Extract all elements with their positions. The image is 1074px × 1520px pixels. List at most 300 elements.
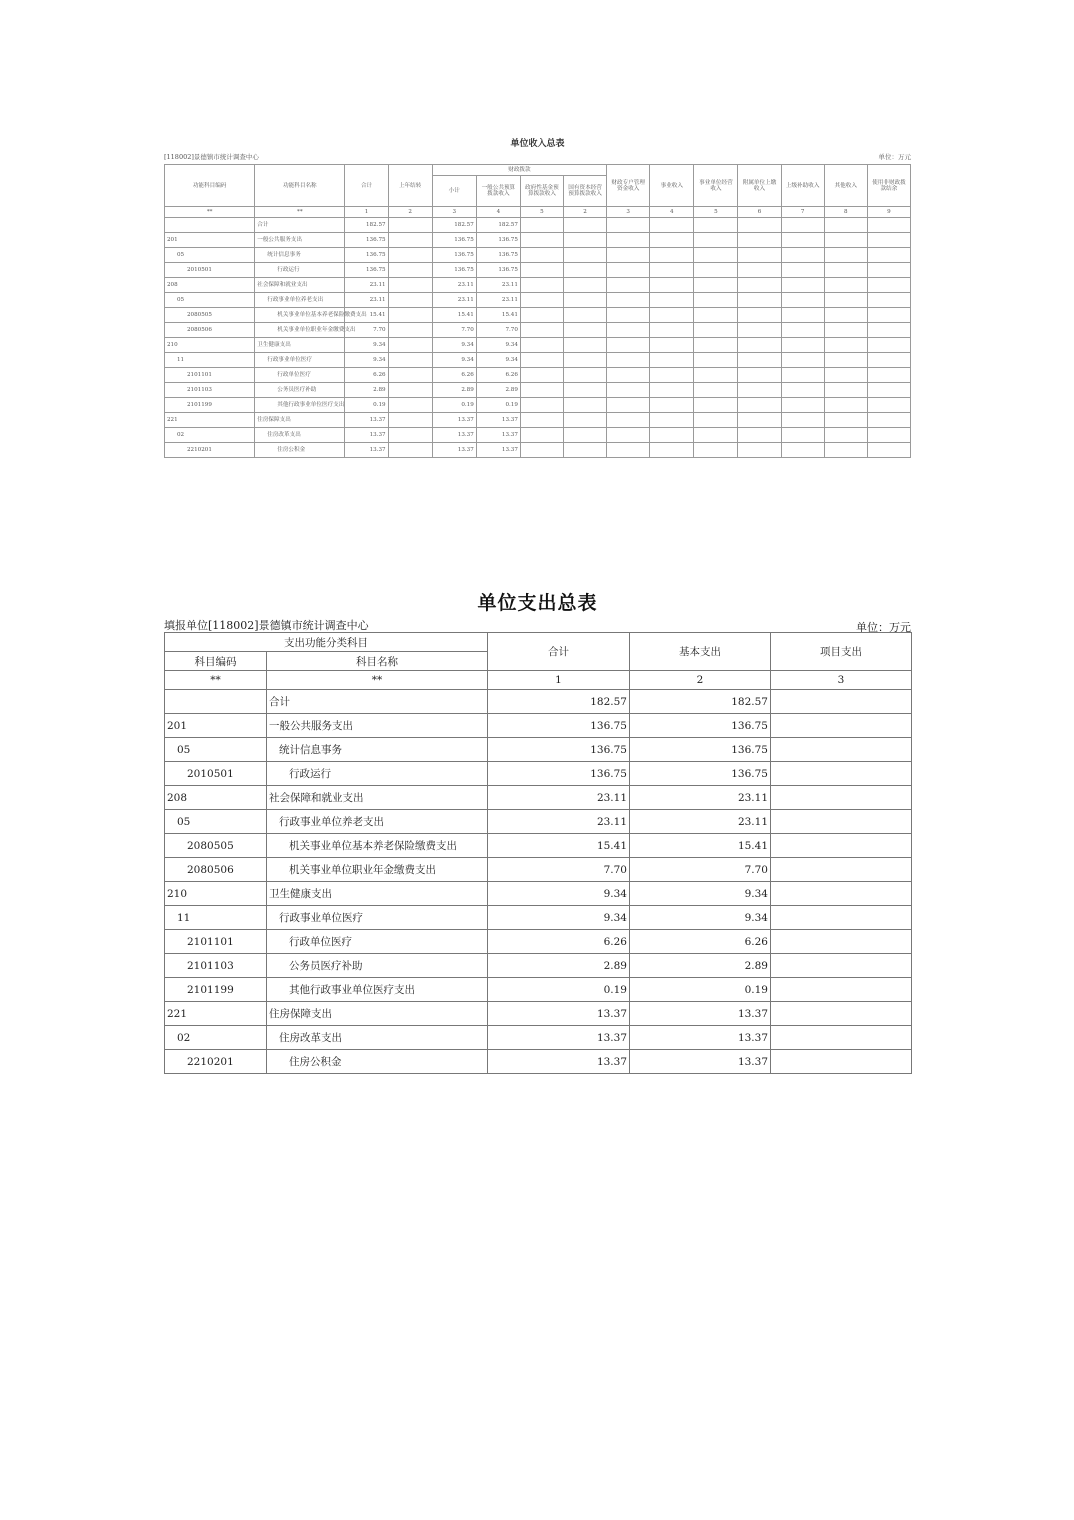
income-empty-cell [388, 263, 432, 278]
income-index-cell: ** [165, 207, 255, 218]
expense-table-row [165, 930, 912, 954]
expense-project-cell [771, 978, 912, 1002]
expense-name-cell: 合计 [267, 690, 488, 714]
income-index-cell: 2 [388, 207, 432, 218]
expense-basic-cell: 7.70 [630, 858, 771, 882]
income-empty-cell [607, 263, 650, 278]
expense-name-cell: 住房公积金 [267, 1050, 488, 1074]
expense-unit-line [164, 617, 911, 633]
expense-table-row [165, 954, 912, 978]
income-empty-cell [564, 413, 607, 428]
expense-project-cell [771, 882, 912, 906]
income-empty-cell [694, 323, 738, 338]
expense-total-cell: 7.70 [488, 858, 630, 882]
expense-code-cell: 02 [165, 1026, 267, 1050]
expense-table-row [165, 978, 912, 1002]
income-header-subsidiary: 附属单位上缴收入 [738, 165, 781, 207]
income-name-cell: 行政运行 [255, 263, 345, 278]
expense-project-cell [771, 858, 912, 882]
expense-index-row [165, 671, 912, 690]
income-empty-cell [650, 353, 694, 368]
expense-total-cell: 0.19 [488, 978, 630, 1002]
income-empty-cell [564, 383, 607, 398]
income-empty-cell [650, 368, 694, 383]
income-empty-cell [564, 293, 607, 308]
income-empty-cell [824, 443, 867, 458]
income-empty-cell [781, 368, 824, 383]
income-table-row [165, 233, 911, 248]
income-empty-cell [650, 428, 694, 443]
income-empty-cell [738, 443, 781, 458]
income-empty-cell [694, 218, 738, 233]
expense-basic-cell: 9.34 [630, 906, 771, 930]
income-empty-cell [867, 263, 910, 278]
expense-total-cell: 23.11 [488, 786, 630, 810]
income-empty-cell [867, 293, 910, 308]
income-empty-cell [781, 398, 824, 413]
expense-name-cell: 住房保障支出 [267, 1002, 488, 1026]
income-empty-cell [607, 248, 650, 263]
income-empty-cell [564, 368, 607, 383]
income-empty-cell [564, 248, 607, 263]
expense-summary-table [164, 632, 912, 1074]
income-code-cell: 208 [165, 278, 255, 293]
expense-code-cell: 2101199 [165, 978, 267, 1002]
income-empty-cell [694, 383, 738, 398]
expense-name-cell: 社会保障和就业支出 [267, 786, 488, 810]
income-empty-cell [520, 413, 563, 428]
income-name-cell: 其他行政事业单位医疗支出 [255, 398, 345, 413]
income-unit-label: [118002]景德镇市统计调查中心 [164, 153, 259, 161]
income-index-cell: 4 [476, 207, 520, 218]
expense-total-cell: 136.75 [488, 714, 630, 738]
income-general-cell: 23.11 [476, 278, 520, 293]
income-subtotal-cell: 23.11 [432, 293, 476, 308]
income-empty-cell [694, 428, 738, 443]
expense-table-row [165, 858, 912, 882]
expense-project-cell [771, 786, 912, 810]
expense-basic-cell: 15.41 [630, 834, 771, 858]
income-header-other: 其他收入 [824, 165, 867, 207]
income-empty-cell [781, 248, 824, 263]
income-total-cell: 7.70 [345, 323, 388, 338]
income-empty-cell [867, 338, 910, 353]
income-general-cell: 9.34 [476, 338, 520, 353]
expense-header-name: 科目名称 [267, 652, 488, 671]
income-table-row [165, 263, 911, 278]
expense-project-cell [771, 1026, 912, 1050]
income-empty-cell [824, 278, 867, 293]
income-empty-cell [650, 233, 694, 248]
income-total-cell: 2.89 [345, 383, 388, 398]
expense-name-cell: 卫生健康支出 [267, 882, 488, 906]
income-code-cell: 2101199 [165, 398, 255, 413]
income-empty-cell [650, 323, 694, 338]
income-empty-cell [867, 278, 910, 293]
income-empty-cell [388, 248, 432, 263]
expense-table-row [165, 786, 912, 810]
income-empty-cell [781, 383, 824, 398]
expense-code-cell: 2210201 [165, 1050, 267, 1074]
expense-name-cell: 统计信息事务 [267, 738, 488, 762]
income-empty-cell [564, 443, 607, 458]
expense-project-cell [771, 930, 912, 954]
expense-total-cell: 6.26 [488, 930, 630, 954]
income-total-cell: 13.37 [345, 428, 388, 443]
income-empty-cell [781, 443, 824, 458]
expense-total-cell: 9.34 [488, 882, 630, 906]
income-empty-cell [694, 353, 738, 368]
income-table-row [165, 368, 911, 383]
income-name-cell: 行政事业单位医疗 [255, 353, 345, 368]
income-empty-cell [867, 233, 910, 248]
income-code-cell: 210 [165, 338, 255, 353]
income-name-cell: 行政单位医疗 [255, 368, 345, 383]
income-empty-cell [650, 248, 694, 263]
expense-basic-cell: 23.11 [630, 786, 771, 810]
expense-index-cell: ** [267, 671, 488, 690]
income-empty-cell [564, 338, 607, 353]
income-name-cell: 行政事业单位养老支出 [255, 293, 345, 308]
income-empty-cell [824, 308, 867, 323]
income-empty-cell [607, 278, 650, 293]
expense-project-cell [771, 762, 912, 786]
income-code-cell: 201 [165, 233, 255, 248]
income-general-cell: 15.41 [476, 308, 520, 323]
expense-project-cell [771, 906, 912, 930]
income-index-cell: 4 [650, 207, 694, 218]
expense-name-cell: 公务员医疗补助 [267, 954, 488, 978]
income-code-cell: 11 [165, 353, 255, 368]
income-empty-cell [520, 218, 563, 233]
income-empty-cell [781, 323, 824, 338]
income-general-cell: 136.75 [476, 233, 520, 248]
income-empty-cell [694, 338, 738, 353]
income-header-state-capital: 国有资本经营预算拨款收入 [564, 176, 607, 207]
income-empty-cell [781, 263, 824, 278]
income-empty-cell [824, 263, 867, 278]
income-empty-cell [564, 278, 607, 293]
income-empty-cell [388, 383, 432, 398]
income-table-row [165, 428, 911, 443]
income-header-subtotal: 小计 [432, 176, 476, 207]
income-empty-cell [607, 338, 650, 353]
income-empty-cell [694, 443, 738, 458]
income-empty-cell [564, 428, 607, 443]
income-table-row [165, 413, 911, 428]
expense-name-cell: 一般公共服务支出 [267, 714, 488, 738]
expense-total-cell: 182.57 [488, 690, 630, 714]
income-general-cell: 6.26 [476, 368, 520, 383]
income-empty-cell [520, 293, 563, 308]
expense-basic-cell: 23.11 [630, 810, 771, 834]
expense-table-row [165, 810, 912, 834]
income-empty-cell [520, 383, 563, 398]
income-empty-cell [607, 428, 650, 443]
income-name-cell: 住房改革支出 [255, 428, 345, 443]
income-general-cell: 7.70 [476, 323, 520, 338]
expense-table-row [165, 714, 912, 738]
income-table-row [165, 353, 911, 368]
income-empty-cell [867, 248, 910, 263]
income-code-cell [165, 218, 255, 233]
expense-total-cell: 13.37 [488, 1026, 630, 1050]
income-empty-cell [650, 383, 694, 398]
expense-basic-cell: 0.19 [630, 978, 771, 1002]
income-index-cell: 6 [738, 207, 781, 218]
income-empty-cell [781, 413, 824, 428]
expense-unit: 单位：万元 [856, 621, 911, 634]
expense-basic-cell: 13.37 [630, 1050, 771, 1074]
income-subtotal-cell: 9.34 [432, 353, 476, 368]
income-general-cell: 136.75 [476, 248, 520, 263]
income-empty-cell [694, 413, 738, 428]
income-total-cell: 6.26 [345, 368, 388, 383]
income-empty-cell [694, 368, 738, 383]
income-empty-cell [388, 443, 432, 458]
income-empty-cell [520, 338, 563, 353]
expense-basic-cell: 6.26 [630, 930, 771, 954]
income-total-cell: 23.11 [345, 278, 388, 293]
income-code-cell: 05 [165, 293, 255, 308]
income-empty-cell [694, 248, 738, 263]
income-index-cell: 3 [432, 207, 476, 218]
income-empty-cell [781, 353, 824, 368]
income-summary-table [164, 164, 911, 458]
income-index-cell: ** [255, 207, 345, 218]
income-total-cell: 15.41 [345, 308, 388, 323]
expense-total-cell: 136.75 [488, 762, 630, 786]
expense-project-cell [771, 714, 912, 738]
income-empty-cell [824, 233, 867, 248]
income-empty-cell [738, 323, 781, 338]
income-code-cell: 2080506 [165, 323, 255, 338]
income-empty-cell [564, 233, 607, 248]
income-empty-cell [824, 338, 867, 353]
expense-project-cell [771, 690, 912, 714]
income-empty-cell [607, 308, 650, 323]
income-empty-cell [607, 383, 650, 398]
expense-basic-cell: 13.37 [630, 1026, 771, 1050]
expense-total-cell: 15.41 [488, 834, 630, 858]
expense-unit-label: 填报单位[118002]景德镇市统计调查中心 [164, 619, 369, 632]
income-empty-cell [650, 413, 694, 428]
income-empty-cell [607, 413, 650, 428]
expense-index-cell: 2 [630, 671, 771, 690]
income-empty-cell [824, 413, 867, 428]
income-subtotal-cell: 13.37 [432, 413, 476, 428]
expense-basic-cell: 182.57 [630, 690, 771, 714]
income-index-cell: 1 [345, 207, 388, 218]
expense-total-cell: 9.34 [488, 906, 630, 930]
income-general-cell: 13.37 [476, 443, 520, 458]
expense-code-cell: 2101101 [165, 930, 267, 954]
expense-total-cell: 13.37 [488, 1050, 630, 1074]
income-empty-cell [388, 353, 432, 368]
expense-table-row [165, 1002, 912, 1026]
income-general-cell: 2.89 [476, 383, 520, 398]
income-empty-cell [867, 413, 910, 428]
income-empty-cell [781, 308, 824, 323]
income-empty-cell [738, 353, 781, 368]
income-empty-cell [564, 353, 607, 368]
income-index-cell: 5 [520, 207, 563, 218]
income-subtotal-cell: 136.75 [432, 248, 476, 263]
expense-header-code: 科目编码 [165, 652, 267, 671]
income-empty-cell [650, 398, 694, 413]
expense-name-cell: 住房改革支出 [267, 1026, 488, 1050]
expense-name-cell: 行政单位医疗 [267, 930, 488, 954]
income-empty-cell [607, 323, 650, 338]
income-table-row [165, 248, 911, 263]
income-empty-cell [650, 308, 694, 323]
expense-basic-cell: 136.75 [630, 714, 771, 738]
income-header-special: 财政专户管理资金收入 [607, 165, 650, 207]
expense-code-cell: 201 [165, 714, 267, 738]
income-empty-cell [520, 368, 563, 383]
income-total-cell: 13.37 [345, 413, 388, 428]
expense-index-cell: ** [165, 671, 267, 690]
expense-code-cell: 2080505 [165, 834, 267, 858]
expense-project-cell [771, 954, 912, 978]
expense-index-cell: 3 [771, 671, 912, 690]
income-empty-cell [607, 398, 650, 413]
income-empty-cell [738, 383, 781, 398]
income-empty-cell [738, 248, 781, 263]
income-index-cell: 5 [694, 207, 738, 218]
income-empty-cell [738, 233, 781, 248]
income-name-cell: 统计信息事务 [255, 248, 345, 263]
expense-table-row [165, 762, 912, 786]
income-empty-cell [650, 218, 694, 233]
income-empty-cell [738, 338, 781, 353]
income-empty-cell [781, 293, 824, 308]
income-empty-cell [388, 323, 432, 338]
income-empty-cell [867, 383, 910, 398]
income-table-title: 单位收入总表 [510, 139, 565, 149]
income-name-cell: 社会保障和就业支出 [255, 278, 345, 293]
income-empty-cell [694, 233, 738, 248]
income-subtotal-cell: 0.19 [432, 398, 476, 413]
income-general-cell: 23.11 [476, 293, 520, 308]
income-subtotal-cell: 136.75 [432, 263, 476, 278]
income-header-fund: 政府性基金预算拨款收入 [520, 176, 563, 207]
expense-project-cell [771, 1050, 912, 1074]
income-empty-cell [781, 278, 824, 293]
income-subtotal-cell: 9.34 [432, 338, 476, 353]
expense-header-basic: 基本支出 [630, 633, 771, 671]
income-empty-cell [694, 308, 738, 323]
expense-code-cell [165, 690, 267, 714]
income-empty-cell [607, 443, 650, 458]
income-empty-cell [607, 233, 650, 248]
expense-table-row [165, 906, 912, 930]
income-table-row [165, 383, 911, 398]
income-table-row [165, 308, 911, 323]
expense-basic-cell: 2.89 [630, 954, 771, 978]
income-empty-cell [650, 263, 694, 278]
income-general-cell: 182.57 [476, 218, 520, 233]
income-empty-cell [824, 248, 867, 263]
income-table-row [165, 398, 911, 413]
income-empty-cell [781, 428, 824, 443]
income-empty-cell [867, 353, 910, 368]
expense-code-cell: 05 [165, 738, 267, 762]
expense-code-cell: 210 [165, 882, 267, 906]
income-header-name: 功能科目名称 [255, 165, 345, 207]
income-empty-cell [867, 323, 910, 338]
expense-table-row [165, 738, 912, 762]
income-empty-cell [824, 368, 867, 383]
income-subtotal-cell: 23.11 [432, 278, 476, 293]
income-header-code: 功能科目编码 [165, 165, 255, 207]
income-empty-cell [564, 308, 607, 323]
income-empty-cell [520, 353, 563, 368]
income-total-cell: 182.57 [345, 218, 388, 233]
expense-basic-cell: 13.37 [630, 1002, 771, 1026]
income-empty-cell [738, 428, 781, 443]
income-unit-line [164, 152, 911, 162]
income-total-cell: 0.19 [345, 398, 388, 413]
expense-header-project: 项目支出 [771, 633, 912, 671]
income-name-cell: 公务员医疗补助 [255, 383, 345, 398]
income-header-carryover: 上年结转 [388, 165, 432, 207]
income-empty-cell [520, 398, 563, 413]
income-index-row [165, 207, 911, 218]
income-empty-cell [694, 293, 738, 308]
income-empty-cell [520, 308, 563, 323]
income-subtotal-cell: 7.70 [432, 323, 476, 338]
income-empty-cell [738, 308, 781, 323]
income-name-cell: 住房保障支出 [255, 413, 345, 428]
income-empty-cell [824, 218, 867, 233]
expense-table-row [165, 1026, 912, 1050]
income-subtotal-cell: 13.37 [432, 428, 476, 443]
income-empty-cell [694, 398, 738, 413]
income-empty-cell [867, 443, 910, 458]
expense-code-cell: 2101103 [165, 954, 267, 978]
expense-name-cell: 行政事业单位医疗 [267, 906, 488, 930]
income-general-cell: 0.19 [476, 398, 520, 413]
income-empty-cell [388, 413, 432, 428]
expense-name-cell: 行政事业单位养老支出 [267, 810, 488, 834]
income-index-cell: 2 [564, 207, 607, 218]
income-unit: 单位：万元 [878, 153, 911, 161]
income-name-cell: 一般公共服务支出 [255, 233, 345, 248]
income-index-cell: 7 [781, 207, 824, 218]
expense-total-cell: 2.89 [488, 954, 630, 978]
income-empty-cell [781, 218, 824, 233]
income-empty-cell [520, 443, 563, 458]
income-code-cell: 2101101 [165, 368, 255, 383]
expense-total-cell: 23.11 [488, 810, 630, 834]
expense-name-cell: 行政运行 [267, 762, 488, 786]
income-code-cell: 2010501 [165, 263, 255, 278]
income-empty-cell [650, 443, 694, 458]
income-empty-cell [388, 428, 432, 443]
expense-header-category: 支出功能分类科目 [165, 633, 488, 652]
expense-basic-cell: 136.75 [630, 762, 771, 786]
expense-code-cell: 221 [165, 1002, 267, 1026]
income-index-cell: 8 [824, 207, 867, 218]
income-table-row [165, 293, 911, 308]
income-code-cell: 05 [165, 248, 255, 263]
income-total-cell: 136.75 [345, 263, 388, 278]
income-general-cell: 13.37 [476, 428, 520, 443]
expense-project-cell [771, 1002, 912, 1026]
income-name-cell: 合计 [255, 218, 345, 233]
income-name-cell: 住房公积金 [255, 443, 345, 458]
